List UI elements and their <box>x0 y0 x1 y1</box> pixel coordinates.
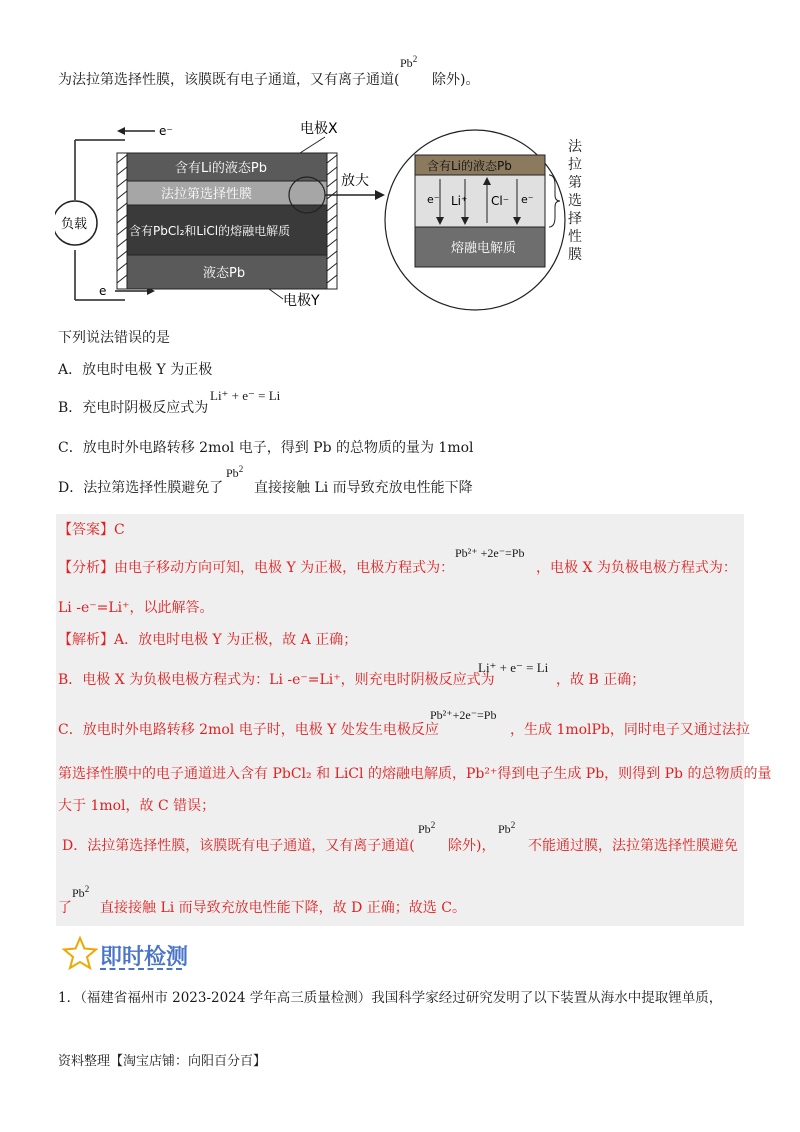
intro-text-after: 除外)。 <box>432 72 480 88</box>
question-stem: 下列说法错误的是 <box>58 330 170 346</box>
jiexi-d-pb1-base: Pb <box>418 822 431 836</box>
load-label: 负载 <box>61 217 88 232</box>
jiexi-d-pb1-charge: 2 <box>430 820 436 830</box>
jiexi-b-formula: Li⁺ + e⁻ = Li <box>478 660 549 675</box>
electrode-y-label: 电极Y <box>283 293 320 309</box>
jiexi-d2-pb-charge: 2 <box>84 884 90 894</box>
option-d-pb-charge: 2 <box>238 464 244 474</box>
analysis-line2: Li -e⁻=Li⁺，以此解答。 <box>58 600 214 616</box>
jiexi-c-before: C．放电时外电路转移 2mol 电子时，电极 Y 处发生电极反应 <box>58 722 439 738</box>
electrode-y-leader <box>269 289 283 299</box>
option-d-before: D．法拉第选择性膜避免了 <box>58 480 224 496</box>
battery-diagram <box>55 115 615 330</box>
jiexi-b-after: ，故 B 正确； <box>556 672 646 688</box>
jiexi-d-pb2-base: Pb <box>498 822 511 836</box>
option-d-pb <box>226 464 243 481</box>
footer-text: 资料整理【淘宝店铺：向阳百分百】 <box>58 1054 267 1069</box>
jiexi-d2-after: 直接接触 Li 而导致充放电性能下降，故 D 正确；故选 C。 <box>100 900 466 916</box>
jiexi-d-pb1 <box>418 820 435 837</box>
analysis-after: ，电极 X 为负极电极方程式为： <box>536 560 737 576</box>
jiexi-d2-before: 了 <box>58 900 72 916</box>
answer-line: 【答案】C <box>58 522 125 538</box>
jiexi-c-formula: Pb²⁺+2e⁻=Pb <box>430 708 497 722</box>
section-title: 即时检测 <box>100 945 189 970</box>
zoom-e-left-label: e⁻ <box>427 193 440 206</box>
magnify-arrowhead <box>375 190 385 200</box>
option-b-text: B．充电时阴极反应式为 <box>58 400 209 416</box>
jiexi-d-before: D．法拉第选择性膜，该膜既有电子通道，又有离子通道( <box>62 838 415 854</box>
zoom-top-label: 含有Li的液态Pb <box>427 159 512 173</box>
intro-pb-charge: 2 <box>412 54 418 64</box>
layer1-label: 含有Li的液态Pb <box>175 161 267 176</box>
zoom-cl-label: Cl⁻ <box>491 194 510 208</box>
jiexi-c-after: ，生成 1molPb，同时电子又通过法拉 <box>510 722 750 738</box>
zoom-e-right-label: e⁻ <box>521 193 534 206</box>
intro-line <box>58 70 399 90</box>
layer4-label: 液态Pb <box>203 266 246 281</box>
jiexi-d-pb2 <box>498 820 515 837</box>
jiexi-b-before: B．电极 X 为负极电极方程式为：Li -e⁻=Li⁺，则充电时阴极反应式为 <box>58 672 495 688</box>
option-b-formula: Li⁺ + e⁻ = Li <box>210 388 281 403</box>
question-1: 1．（福建省福州市 2023-2024 学年高三质量检测）我国科学家经过研究发明了以下装置从海水中提取锂单质， <box>58 990 723 1006</box>
jiexi-d-pb2-charge: 2 <box>510 820 516 830</box>
magnify-label: 放大 <box>341 173 369 189</box>
electrode-x-label: 电极X <box>300 121 338 137</box>
zoom-li-label: Li⁺ <box>451 194 468 208</box>
section-underline <box>100 968 182 970</box>
arrowhead-top <box>117 127 125 135</box>
analysis-formula: Pb²⁺ +2e⁻=Pb <box>455 546 525 560</box>
zoom-bottom-label: 熔融电解质 <box>451 241 517 256</box>
side-label: 法拉第选择性膜 <box>568 139 582 263</box>
jiexi-d2-pb-base: Pb <box>72 886 85 900</box>
star-icon <box>62 936 98 970</box>
electron-bottom-label: e <box>99 284 107 298</box>
jiexi-d2-pb <box>72 884 89 901</box>
option-c: C．放电时外电路转移 2mol 电子，得到 Pb 的总物质的量为 1mol <box>58 440 474 456</box>
intro-pb: Pb <box>400 56 413 70</box>
jiexi-d-mid: 除外)， <box>448 838 496 854</box>
layer2-label: 法拉第选择性膜 <box>161 187 253 202</box>
jiexi-c-line3: 大于 1mol，故 C 错误； <box>58 798 216 814</box>
option-d-after: 直接接触 Li 而导致充放电性能下降 <box>254 480 473 496</box>
option-a: A．放电时电极 Y 为正极 <box>58 362 213 378</box>
layer3-label: 含有PbCl₂和LiCl的熔融电解质 <box>129 224 291 238</box>
electron-top-label: e⁻ <box>159 124 173 138</box>
jiexi-a: 【解析】A．放电时电极 Y 为正极，故 A 正确； <box>58 632 358 648</box>
jiexi-c-line2: 第选择性膜中的电子通道进入含有 PbCl₂ 和 LiCl 的熔融电解质，Pb²⁺得到电子生成 Pb，则得到 Pb 的总物质的量 <box>58 766 772 782</box>
intro-pb-ion <box>400 54 417 71</box>
jiexi-d-after: 不能通过膜，法拉第选择性膜避免 <box>528 838 738 854</box>
electrode-x-leader <box>300 137 325 153</box>
option-d-pb-base: Pb <box>226 466 239 480</box>
analysis-before: 【分析】由电子移动方向可知，电极 Y 为正极，电极方程式为： <box>58 560 455 576</box>
intro-text-before: 为法拉第选择性膜，该膜既有电子通道，又有离子通道( <box>58 72 400 88</box>
